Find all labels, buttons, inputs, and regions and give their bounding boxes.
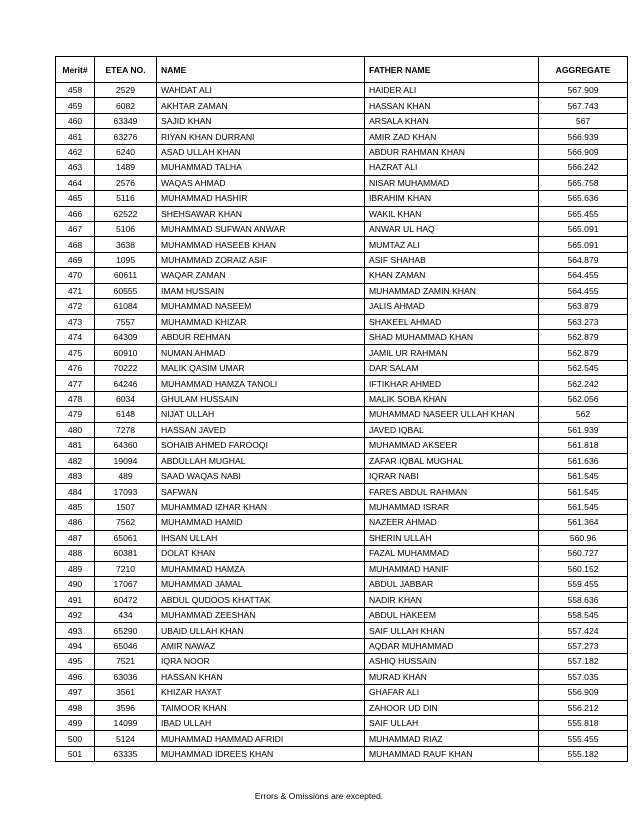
merit-cell: 496 (56, 669, 95, 684)
header-name: NAME (157, 57, 365, 83)
table-row (56, 206, 628, 221)
etea-no-cell: 7521 (95, 654, 157, 669)
etea-no-cell: 6082 (95, 98, 157, 113)
name-cell: SAAD WAQAS NABI (157, 468, 365, 483)
table-row (56, 330, 628, 345)
table-row (56, 252, 628, 267)
etea-no-cell: 3638 (95, 237, 157, 252)
merit-cell: 474 (56, 330, 95, 345)
table-row (56, 715, 628, 730)
father-name-cell: AQDAR MUHAMMAD (365, 638, 539, 653)
father-name-cell: ANWAR UL HAQ (365, 221, 539, 236)
aggregate-cell: 563.273 (539, 314, 628, 329)
table-row (56, 144, 628, 159)
name-cell: MUHAMMAD HAMMAD AFRIDI (157, 731, 365, 746)
name-cell: WAHDAT ALI (157, 83, 365, 98)
name-cell: HASSAN KHAN (157, 669, 365, 684)
aggregate-cell: 557.424 (539, 623, 628, 638)
aggregate-cell: 562.056 (539, 391, 628, 406)
table-row (56, 468, 628, 483)
father-name-cell: IQRAR NABI (365, 468, 539, 483)
name-cell: IMAM HUSSAIN (157, 283, 365, 298)
merit-cell: 460 (56, 113, 95, 128)
table-row (56, 237, 628, 252)
merit-cell: 477 (56, 376, 95, 391)
etea-no-cell: 6034 (95, 391, 157, 406)
table-row (56, 83, 628, 98)
merit-cell: 501 (56, 746, 95, 761)
father-name-cell: DAR SALAM (365, 360, 539, 375)
name-cell: MUHAMMAD JAMAL (157, 577, 365, 592)
aggregate-cell: 557.182 (539, 654, 628, 669)
table-row (56, 592, 628, 607)
merit-cell: 472 (56, 299, 95, 314)
table-row (56, 221, 628, 236)
name-cell: ABDUL QUDOOS KHATTAK (157, 592, 365, 607)
father-name-cell: HASSAN KHAN (365, 98, 539, 113)
name-cell: IQRA NOOR (157, 654, 365, 669)
father-name-cell: MALIK SOBA KHAN (365, 391, 539, 406)
aggregate-cell: 561.364 (539, 515, 628, 530)
name-cell: MUHAMMAD ZEESHAN (157, 607, 365, 622)
aggregate-cell: 558.636 (539, 592, 628, 607)
etea-no-cell: 6148 (95, 407, 157, 422)
table-row (56, 113, 628, 128)
aggregate-cell: 560.152 (539, 561, 628, 576)
etea-no-cell: 70222 (95, 360, 157, 375)
aggregate-cell: 567 (539, 113, 628, 128)
name-cell: MUHAMMAD HAMZA TANOLI (157, 376, 365, 391)
merit-cell: 475 (56, 345, 95, 360)
table-row (56, 731, 628, 746)
etea-no-cell: 5106 (95, 221, 157, 236)
aggregate-cell: 562.545 (539, 360, 628, 375)
name-cell: WAQAS AHMAD (157, 175, 365, 190)
father-name-cell: AMIR ZAD KHAN (365, 129, 539, 144)
aggregate-cell: 562.242 (539, 376, 628, 391)
merit-list-table (55, 56, 628, 762)
name-cell: NUMAN AHMAD (157, 345, 365, 360)
table-row (56, 175, 628, 190)
etea-no-cell: 6240 (95, 144, 157, 159)
etea-no-cell: 3596 (95, 700, 157, 715)
table-row (56, 685, 628, 700)
etea-no-cell: 64246 (95, 376, 157, 391)
aggregate-cell: 561.545 (539, 484, 628, 499)
etea-no-cell: 1095 (95, 252, 157, 267)
table-row (56, 623, 628, 638)
name-cell: SAJID KHAN (157, 113, 365, 128)
father-name-cell: ASIF SHAHAB (365, 252, 539, 267)
aggregate-cell: 563.879 (539, 299, 628, 314)
name-cell: HASSAN JAVED (157, 422, 365, 437)
table-row (56, 191, 628, 206)
etea-no-cell: 63335 (95, 746, 157, 761)
merit-cell: 497 (56, 685, 95, 700)
merit-cell: 478 (56, 391, 95, 406)
father-name-cell: GHAFAR ALI (365, 685, 539, 700)
table-header-row (56, 57, 628, 83)
etea-no-cell: 60472 (95, 592, 157, 607)
aggregate-cell: 565.091 (539, 221, 628, 236)
father-name-cell: MUHAMMAD ZAMIN KHAN (365, 283, 539, 298)
aggregate-cell: 567.743 (539, 98, 628, 113)
etea-no-cell: 64309 (95, 330, 157, 345)
merit-cell: 500 (56, 731, 95, 746)
father-name-cell: SHAD MUHAMMAD KHAN (365, 330, 539, 345)
merit-cell: 487 (56, 530, 95, 545)
father-name-cell: JAMIL UR RAHMAN (365, 345, 539, 360)
merit-cell: 481 (56, 438, 95, 453)
father-name-cell: ZAHOOR UD DIN (365, 700, 539, 715)
father-name-cell: IBRAHIM KHAN (365, 191, 539, 206)
aggregate-cell: 561.818 (539, 438, 628, 453)
etea-no-cell: 5124 (95, 731, 157, 746)
table-row (56, 607, 628, 622)
table-body (56, 83, 628, 762)
father-name-cell: ZAFAR IQBAL MUGHAL (365, 453, 539, 468)
father-name-cell: MURAD KHAN (365, 669, 539, 684)
etea-no-cell: 62522 (95, 206, 157, 221)
etea-no-cell: 60555 (95, 283, 157, 298)
aggregate-cell: 564.455 (539, 268, 628, 283)
name-cell: MUHAMMAD HAMZA (157, 561, 365, 576)
father-name-cell: ASHIQ HUSSAIN (365, 654, 539, 669)
merit-cell: 458 (56, 83, 95, 98)
father-name-cell: WAKIL KHAN (365, 206, 539, 221)
name-cell: GHULAM HUSSAIN (157, 391, 365, 406)
name-cell: AMIR NAWAZ (157, 638, 365, 653)
table-row (56, 299, 628, 314)
father-name-cell: HAZRAT ALI (365, 160, 539, 175)
father-name-cell: ARSALA KHAN (365, 113, 539, 128)
table-row (56, 345, 628, 360)
etea-no-cell: 7562 (95, 515, 157, 530)
etea-no-cell: 434 (95, 607, 157, 622)
merit-cell: 498 (56, 700, 95, 715)
father-name-cell: ABDUL HAKEEM (365, 607, 539, 622)
name-cell: ABDUR REHMAN (157, 330, 365, 345)
merit-cell: 465 (56, 191, 95, 206)
aggregate-cell: 555.455 (539, 731, 628, 746)
father-name-cell: MUHAMMAD NASEER ULLAH KHAN (365, 407, 539, 422)
etea-no-cell: 65290 (95, 623, 157, 638)
etea-no-cell: 7210 (95, 561, 157, 576)
aggregate-cell: 560.727 (539, 546, 628, 561)
table-row (56, 376, 628, 391)
merit-cell: 499 (56, 715, 95, 730)
aggregate-cell: 565.758 (539, 175, 628, 190)
etea-no-cell: 65046 (95, 638, 157, 653)
aggregate-cell: 555.818 (539, 715, 628, 730)
merit-cell: 483 (56, 468, 95, 483)
father-name-cell: ABDUR RAHMAN KHAN (365, 144, 539, 159)
merit-cell: 488 (56, 546, 95, 561)
name-cell: NIJAT ULLAH (157, 407, 365, 422)
father-name-cell: MUMTAZ ALI (365, 237, 539, 252)
etea-no-cell: 65061 (95, 530, 157, 545)
etea-no-cell: 2576 (95, 175, 157, 190)
father-name-cell: SAIF ULLAH (365, 715, 539, 730)
merit-cell: 494 (56, 638, 95, 653)
aggregate-cell: 565.636 (539, 191, 628, 206)
etea-no-cell: 5116 (95, 191, 157, 206)
table-row (56, 268, 628, 283)
table-row (56, 561, 628, 576)
etea-no-cell: 60611 (95, 268, 157, 283)
name-cell: MUHAMMAD HASEEB KHAN (157, 237, 365, 252)
header-merit: Merit# (56, 57, 95, 83)
aggregate-cell: 561.545 (539, 468, 628, 483)
aggregate-cell: 567.909 (539, 83, 628, 98)
father-name-cell: NADIR KHAN (365, 592, 539, 607)
merit-cell: 468 (56, 237, 95, 252)
merit-cell: 467 (56, 221, 95, 236)
table-row (56, 283, 628, 298)
etea-no-cell: 17093 (95, 484, 157, 499)
aggregate-cell: 558.545 (539, 607, 628, 622)
table-row (56, 453, 628, 468)
merit-cell: 486 (56, 515, 95, 530)
name-cell: MUHAMMAD HASHIR (157, 191, 365, 206)
table-row (56, 515, 628, 530)
aggregate-cell: 557.035 (539, 669, 628, 684)
merit-cell: 470 (56, 268, 95, 283)
aggregate-cell: 562.879 (539, 345, 628, 360)
etea-no-cell: 17067 (95, 577, 157, 592)
etea-no-cell: 60910 (95, 345, 157, 360)
etea-no-cell: 1507 (95, 499, 157, 514)
merit-cell: 495 (56, 654, 95, 669)
merit-cell: 480 (56, 422, 95, 437)
etea-no-cell: 7557 (95, 314, 157, 329)
etea-no-cell: 19094 (95, 453, 157, 468)
table-row (56, 484, 628, 499)
name-cell: MUHAMMAD IZHAR KHAN (157, 499, 365, 514)
name-cell: SOHAIB AHMED FAROOQI (157, 438, 365, 453)
aggregate-cell: 565.455 (539, 206, 628, 221)
etea-no-cell: 63349 (95, 113, 157, 128)
father-name-cell: FAZAL MUHAMMAD (365, 546, 539, 561)
aggregate-cell: 561.636 (539, 453, 628, 468)
name-cell: TAIMOOR KHAN (157, 700, 365, 715)
name-cell: SHEHSAWAR KHAN (157, 206, 365, 221)
father-name-cell: KHAN ZAMAN (365, 268, 539, 283)
name-cell: MUHAMMAD TALHA (157, 160, 365, 175)
merit-cell: 493 (56, 623, 95, 638)
name-cell: MUHAMMAD NASEEM (157, 299, 365, 314)
father-name-cell: ABDUL JABBAR (365, 577, 539, 592)
footer-note: Errors & Omissions are excepted. (254, 791, 384, 801)
table-row (56, 654, 628, 669)
table-row (56, 700, 628, 715)
etea-no-cell: 63276 (95, 129, 157, 144)
aggregate-cell: 561.545 (539, 499, 628, 514)
aggregate-cell: 562.879 (539, 330, 628, 345)
etea-no-cell: 2529 (95, 83, 157, 98)
merit-cell: 489 (56, 561, 95, 576)
aggregate-cell: 564.879 (539, 252, 628, 267)
name-cell: ABDULLAH MUGHAL (157, 453, 365, 468)
name-cell: WAQAR ZAMAN (157, 268, 365, 283)
merit-cell: 461 (56, 129, 95, 144)
merit-cell: 490 (56, 577, 95, 592)
etea-no-cell: 14099 (95, 715, 157, 730)
merit-cell: 492 (56, 607, 95, 622)
father-name-cell: JALIS AHMAD (365, 299, 539, 314)
table-row (56, 669, 628, 684)
aggregate-cell: 566.939 (539, 129, 628, 144)
table-row (56, 129, 628, 144)
header-etea-no: ETEA NO. (95, 57, 157, 83)
merit-cell: 491 (56, 592, 95, 607)
table-row (56, 438, 628, 453)
merit-cell: 463 (56, 160, 95, 175)
table-row (56, 546, 628, 561)
table-row (56, 530, 628, 545)
name-cell: IBAD ULLAH (157, 715, 365, 730)
aggregate-cell: 564.455 (539, 283, 628, 298)
aggregate-cell: 556.909 (539, 685, 628, 700)
name-cell: MUHAMMAD KHIZAR (157, 314, 365, 329)
table-row (56, 746, 628, 761)
table-row (56, 422, 628, 437)
name-cell: ASAD ULLAH KHAN (157, 144, 365, 159)
table-row (56, 577, 628, 592)
header-father-name: FATHER NAME (365, 57, 539, 83)
table-row (56, 391, 628, 406)
name-cell: UBAID ULLAH KHAN (157, 623, 365, 638)
etea-no-cell: 3561 (95, 685, 157, 700)
etea-no-cell: 63036 (95, 669, 157, 684)
name-cell: MUHAMMAD IDREES KHAN (157, 746, 365, 761)
table-row (56, 407, 628, 422)
name-cell: AKHTAR ZAMAN (157, 98, 365, 113)
name-cell: RIYAN KHAN DURRANI (157, 129, 365, 144)
etea-no-cell: 7278 (95, 422, 157, 437)
merit-cell: 484 (56, 484, 95, 499)
aggregate-cell: 565.091 (539, 237, 628, 252)
merit-cell: 485 (56, 499, 95, 514)
merit-cell: 462 (56, 144, 95, 159)
table-row (56, 499, 628, 514)
father-name-cell: MUHAMMAD AKSEER (365, 438, 539, 453)
merit-cell: 482 (56, 453, 95, 468)
aggregate-cell: 566.909 (539, 144, 628, 159)
merit-cell: 466 (56, 206, 95, 221)
aggregate-cell: 561.939 (539, 422, 628, 437)
father-name-cell: MUHAMMAD HANIF (365, 561, 539, 576)
name-cell: MALIK QASIM UMAR (157, 360, 365, 375)
etea-no-cell: 61084 (95, 299, 157, 314)
merit-cell: 473 (56, 314, 95, 329)
name-cell: KHIZAR HAYAT (157, 685, 365, 700)
aggregate-cell: 556.212 (539, 700, 628, 715)
table-row (56, 314, 628, 329)
etea-no-cell: 64360 (95, 438, 157, 453)
father-name-cell: SHERIN ULLAH (365, 530, 539, 545)
aggregate-cell: 557.273 (539, 638, 628, 653)
father-name-cell: MUHAMMAD RIAZ (365, 731, 539, 746)
father-name-cell: NAZEER AHMAD (365, 515, 539, 530)
name-cell: IHSAN ULLAH (157, 530, 365, 545)
father-name-cell: JAVED IQBAL (365, 422, 539, 437)
name-cell: MUHAMMAD HAMID (157, 515, 365, 530)
etea-no-cell: 489 (95, 468, 157, 483)
father-name-cell: IFTIKHAR AHMED (365, 376, 539, 391)
header-aggregate: AGGREGATE (539, 57, 628, 83)
father-name-cell: NISAR MUHAMMAD (365, 175, 539, 190)
merit-cell: 476 (56, 360, 95, 375)
aggregate-cell: 566.242 (539, 160, 628, 175)
merit-cell: 479 (56, 407, 95, 422)
merit-cell: 464 (56, 175, 95, 190)
father-name-cell: FARES ABDUL RAHMAN (365, 484, 539, 499)
aggregate-cell: 562 (539, 407, 628, 422)
name-cell: DOLAT KHAN (157, 546, 365, 561)
table-row (56, 360, 628, 375)
father-name-cell: MUHAMMAD RAUF KHAN (365, 746, 539, 761)
merit-cell: 469 (56, 252, 95, 267)
table-row (56, 638, 628, 653)
father-name-cell: HAIDER ALI (365, 83, 539, 98)
etea-no-cell: 60381 (95, 546, 157, 561)
father-name-cell: SAIF ULLAH KHAN (365, 623, 539, 638)
name-cell: MUHAMMAD ZORAIZ ASIF (157, 252, 365, 267)
table-row (56, 98, 628, 113)
aggregate-cell: 555.182 (539, 746, 628, 761)
merit-cell: 459 (56, 98, 95, 113)
table-row (56, 160, 628, 175)
name-cell: MUHAMMAD SUFWAN ANWAR (157, 221, 365, 236)
father-name-cell: MUHAMMAD ISRAR (365, 499, 539, 514)
aggregate-cell: 559.455 (539, 577, 628, 592)
etea-no-cell: 1489 (95, 160, 157, 175)
father-name-cell: SHAKEEL AHMAD (365, 314, 539, 329)
name-cell: SAFWAN (157, 484, 365, 499)
merit-cell: 471 (56, 283, 95, 298)
aggregate-cell: 560.96 (539, 530, 628, 545)
